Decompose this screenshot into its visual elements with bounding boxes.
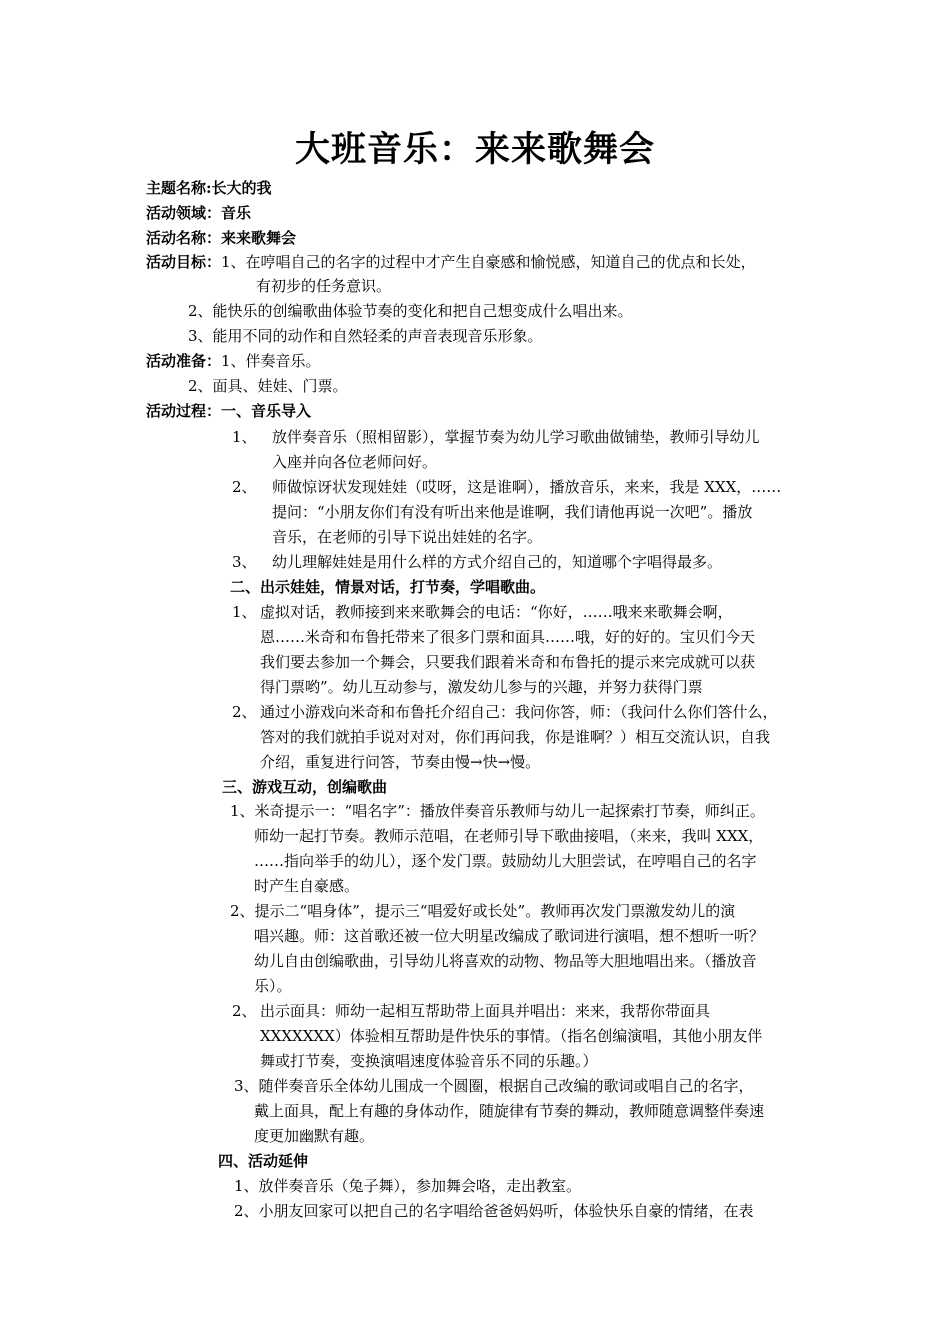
goals-line-4: 3、能用不同的动作和自然轻柔的声音表现音乐形象。 [188, 327, 543, 345]
s3-item-4-line-3: 度更加幽默有趣。 [254, 1127, 375, 1145]
theme-line [146, 176, 272, 200]
name-line [146, 226, 296, 250]
s1-item-2-line-2: 提问：“小朋友你们有没有听出来他是谁啊，我们请他再说一次吧”。播放 [272, 503, 753, 521]
s3-item-3-line-2: XXXXXXX）体验相互帮助是件快乐的事情。（指名创编演唱，其他小朋友伴 [260, 1027, 763, 1045]
goals-line-3: 2、能快乐的创编歌曲体验节奏的变化和把自己想变成什么唱出来。 [188, 302, 633, 320]
s4-item-1: 1、放伴奏音乐（兔子舞），参加舞会咯，走出教室。 [234, 1177, 582, 1195]
s2-item-2-number: 2、 [232, 703, 257, 721]
name-value: 来来歌舞会 [221, 229, 297, 247]
s3-item-2-line-2: 唱兴趣。师：这首歌还被一位大明星改编成了歌词进行演唱，想不想听一听？ [254, 927, 765, 945]
s2-item-2-line-2: 答对的我们就拍手说对对对，你们再问我，你是谁啊？）相互交流认识，自我 [260, 728, 771, 746]
s1-item-3-number: 3、 [232, 553, 257, 571]
prep-line-2: 2、面具、娃娃、门票。 [188, 377, 348, 395]
name-label: 活动名称： [146, 229, 222, 247]
process-line [146, 399, 311, 423]
theme-label: 主题名称: [146, 179, 212, 197]
s1-item-3-line-1: 幼儿理解娃娃是用什么样的方式介绍自己的，知道哪个字唱得最多。 [272, 553, 723, 571]
s2-item-1-line-3: 我们要去参加一个舞会，只要我们跟着米奇和布鲁托的提示来完成就可以获 [260, 653, 756, 671]
s1-item-1-line-2: 入座并向各位老师问好。 [272, 453, 438, 471]
prep-text: 1、伴奏音乐。 [221, 352, 321, 370]
section-3-heading: 三、游戏互动，创编歌曲 [222, 778, 388, 796]
goals-line-2: 有初步的任务意识。 [256, 277, 392, 295]
s3-item-2-line-1: 2、提示二“唱身体”，提示三“唱爱好或长处”。教师再次发门票激发幼儿的演 [230, 902, 736, 920]
s2-item-2-line-1: 通过小游戏向米奇和布鲁托介绍自己：我问你答，师：（我问什么你们答什么， [260, 703, 778, 721]
s3-item-3-line-3: 舞或打节奏，变换演唱速度体验音乐不同的乐趣。） [260, 1052, 598, 1070]
section-4-heading: 四、活动延伸 [218, 1152, 309, 1170]
s2-item-1-line-2: 恩……米奇和布鲁托带来了很多门票和面具……哦，好的好的。宝贝们今天 [260, 628, 756, 646]
goals-line-1 [146, 250, 756, 274]
page-title: 大班音乐：来来歌舞会 [294, 129, 655, 170]
field-value: 音乐 [221, 204, 252, 222]
s3-item-3-number: 2、 [232, 1002, 257, 1020]
s3-item-1-line-4: 时产生自豪感。 [254, 877, 360, 895]
s1-item-2-line-1: 师做惊讶状发现娃娃（哎呀，这是谁啊），播放音乐，来来，我是 XXX，…… [272, 478, 782, 496]
s3-item-1-line-1: 1、米奇提示一：“唱名字”：播放伴奏音乐教师与幼儿一起探索打节奏，师纠正。 [230, 802, 765, 820]
prep-label: 活动准备： [146, 352, 222, 370]
s3-item-2-line-4: 乐）。 [254, 977, 292, 995]
s1-item-1-line-1: 放伴奏音乐（照相留影），掌握节奏为幼儿学习歌曲做铺垫，教师引导幼儿 [272, 428, 760, 446]
field-label: 活动领域： [146, 204, 222, 222]
s2-item-1-line-1: 虚拟对话，教师接到来来歌舞会的电话：“你好，……哦来来歌舞会啊， [260, 603, 733, 621]
s1-item-2-line-3: 音乐，在老师的引导下说出娃娃的名字。 [272, 528, 543, 546]
s3-item-3-line-1: 出示面具：师幼一起相互帮助带上面具并唱出：来来，我帮你带面具 [260, 1002, 711, 1020]
s3-item-4-line-1: 3、随伴奏音乐全体幼儿围成一个圆圈，根据自己改编的歌词或唱自己的名字， [234, 1077, 754, 1095]
field-line [146, 201, 251, 225]
s2-item-2-line-3: 介绍，重复进行问答，节奏由慢→快→慢。 [260, 753, 541, 771]
s2-item-1-number: 1、 [232, 603, 257, 621]
s1-item-1-number: 1、 [232, 428, 257, 446]
section-2-heading: 二、出示娃娃，情景对话，打节奏，学唱歌曲。 [230, 578, 546, 596]
s3-item-1-line-2: 师幼一起打节奏。教师示范唱，在老师引导下歌曲接唱，（来来，我叫 XXX， [254, 827, 764, 845]
process-label: 活动过程： [146, 402, 222, 420]
s1-item-2-number: 2、 [232, 478, 257, 496]
s4-item-2: 2、小朋友回家可以把自己的名字唱给爸爸妈妈听，体验快乐自豪的情绪，在表 [234, 1202, 754, 1220]
goals-label: 活动目标： [146, 253, 222, 271]
s2-item-1-line-4: 得门票哟”。幼儿互动参与，激发幼儿参与的兴趣，并努力获得门票 [260, 678, 703, 696]
prep-line-1 [146, 349, 321, 373]
goal-text: 1、在哼唱自己的名字的过程中才产生自豪感和愉悦感，知道自己的优点和长处， [221, 253, 756, 271]
s3-item-4-line-2: 戴上面具，配上有趣的身体动作，随旋律有节奏的舞动，教师随意调整伴奏速 [254, 1102, 765, 1120]
s3-item-2-line-3: 幼儿自由创编歌曲，引导幼儿将喜欢的动物、物品等大胆地唱出来。（播放音 [254, 952, 757, 970]
s3-item-1-line-3: ……指向举手的幼儿），逐个发门票。鼓励幼儿大胆尝试，在哼唱自己的名字 [254, 852, 757, 870]
section-1-heading: 一、音乐导入 [221, 402, 312, 420]
theme-value: 长大的我 [211, 179, 272, 197]
